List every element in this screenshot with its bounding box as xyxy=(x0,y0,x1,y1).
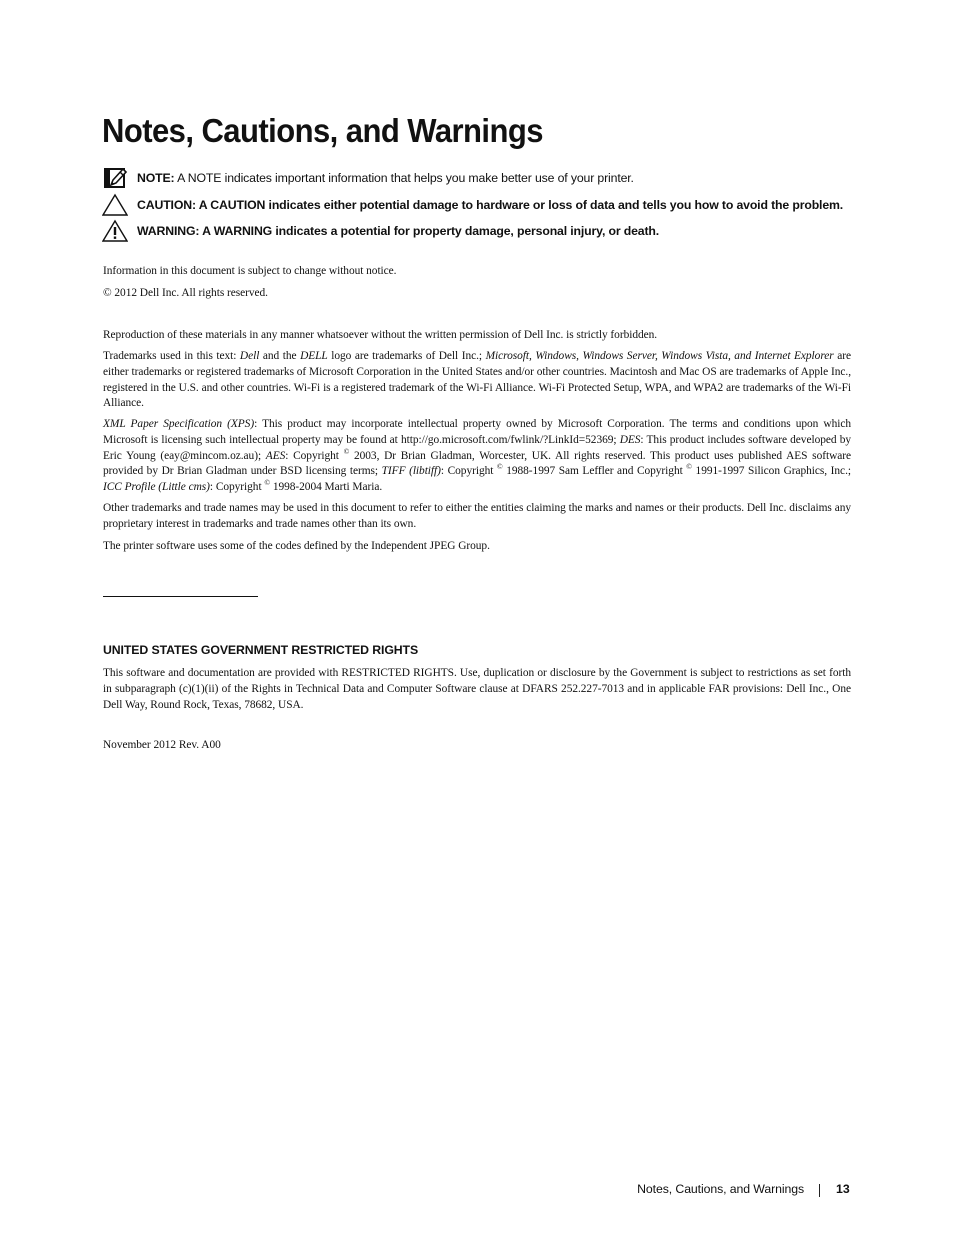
note-label: NOTE: xyxy=(137,171,175,185)
note-text: indicates important information that helps you make better use of your printer. xyxy=(224,171,634,185)
page-number: 13 xyxy=(836,1182,850,1196)
caution-text: indicates either potential damage to hardware or loss of data and tells you how to avoid the problem. xyxy=(268,198,844,212)
tm-text-1: Trademarks used in this text: xyxy=(103,350,240,362)
copyright-symbol: © xyxy=(496,462,503,472)
lic-text-3: : Copyright xyxy=(285,449,344,462)
footer-title: Notes, Cautions, and Warnings xyxy=(637,1182,804,1196)
caution-keyword: CAUTION xyxy=(210,198,266,212)
horizontal-rule xyxy=(103,596,258,597)
trademarks-paragraph xyxy=(103,349,851,412)
lic-text-5: : Copyright xyxy=(440,465,497,478)
page-footer xyxy=(0,1182,954,1198)
warning-pre: A xyxy=(202,224,211,238)
info-line: Information in this document is subject to change without notice. xyxy=(103,265,397,277)
copyright-symbol: © xyxy=(343,446,350,456)
lic-text-8: : Copyright xyxy=(209,481,265,494)
tm-microsoft-list: Microsoft, Windows, Windows Server, Windows Vista, and Internet Explorer xyxy=(485,350,834,362)
caution-label: CAUTION: xyxy=(137,198,196,212)
tm-dell: Dell xyxy=(239,350,260,362)
footer-divider xyxy=(819,1184,820,1197)
warning-keyword: WARNING xyxy=(213,224,273,238)
caution-notice xyxy=(102,193,843,217)
warning-text: indicates a potential for property damage, personal injury, or death. xyxy=(275,224,660,238)
tiff-term: TIFF (libtiff) xyxy=(381,465,441,478)
lic-text-2: : This product includes software developed by Eric Young (eay@mincom.oz.au); xyxy=(103,433,851,462)
caution-triangle-icon xyxy=(102,193,128,217)
note-pre: A xyxy=(177,171,185,185)
other-trademarks-paragraph: Other trademarks and trade names may be used in this document to refer to either the entities claiming the marks and names or their products. Dell Inc. disclaims any proprietary interest in trademarks and trade names other than its own. xyxy=(103,502,851,530)
warning-triangle-icon xyxy=(102,219,128,243)
note-notice xyxy=(102,166,634,190)
note-keyword: NOTE xyxy=(187,171,222,185)
reproduction-paragraph: Reproduction of these materials in any manner whatsoever without the written permission of Dell Inc. is strictly forbidden. xyxy=(103,329,658,341)
page-title: Notes, Cautions, and Warnings xyxy=(102,112,543,149)
icc-term: ICC Profile (Little cms) xyxy=(103,481,210,494)
licenses-paragraph xyxy=(103,417,851,496)
pencil-note-icon xyxy=(102,166,128,190)
jpeg-paragraph: The printer software uses some of the codes defined by the Independent JPEG Group. xyxy=(103,540,490,552)
des-term: DES xyxy=(619,433,641,446)
restricted-rights-paragraph: This software and documentation are provided with RESTRICTED RIGHTS. Use, duplication or disclosure by the Government is subject to restrictions as set forth in subparagraph (c)(1)(ii) of the Rights in Technical Data and Computer Software clause at DFARS 252.227-7013 and in applicable FAR provisions: Dell Inc., One Dell Way, Round Rock, Texas, 78682, USA. xyxy=(103,667,851,711)
revision-line: November 2012 Rev. A00 xyxy=(103,739,221,751)
copyright-line: © 2012 Dell Inc. All rights reserved. xyxy=(103,287,268,299)
tm-text-4: are either trademarks or registered trademarks of Microsoft Corporation in the United States and/or other countries. Macintosh and Mac OS are trademarks of Apple Inc., registered in the U.S. and other countries. Wi-Fi is a registered trademark of the Wi-Fi Alliance. Wi-Fi Protected Setup, WPA, and WPA2 are trademarks of the Wi-Fi Alliance. xyxy=(103,350,851,410)
lic-text-4: 2003, Dr Brian Gladman, Worcester, UK. All rights reserved. This product uses published AES software provided by Dr Brian Gladman under BSD licensing terms; xyxy=(103,449,851,478)
caution-pre: A xyxy=(198,198,208,212)
lic-text-7: 1991-1997 Silicon Graphics, Inc.; xyxy=(691,465,851,478)
tm-text-3: logo are trademarks of Dell Inc.; xyxy=(327,350,486,362)
copyright-symbol: © xyxy=(686,462,692,472)
copyright-symbol: © xyxy=(264,478,271,488)
warning-notice xyxy=(102,219,659,243)
warning-label: WARNING: xyxy=(137,224,200,238)
lic-text-6: 1988-1997 Sam Leffler and Copyright xyxy=(502,465,687,478)
lic-text-9: 1998-2004 Marti Maria. xyxy=(270,481,383,494)
tm-dell-logo: DELL xyxy=(300,350,328,362)
xps-term: XML Paper Specification (XPS) xyxy=(103,418,255,430)
section-heading: UNITED STATES GOVERNMENT RESTRICTED RIGHTS xyxy=(103,643,419,657)
aes-term: AES xyxy=(265,449,286,462)
tm-text-2: and the xyxy=(259,350,301,362)
lic-text-1: : This product may incorporate intellectual property owned by Microsoft Corporation. The terms and conditions upon which Microsoft is licensing such intellectual property may be found at http://go.microsoft.com/fwlink/?LinkId=52369; xyxy=(103,418,852,446)
